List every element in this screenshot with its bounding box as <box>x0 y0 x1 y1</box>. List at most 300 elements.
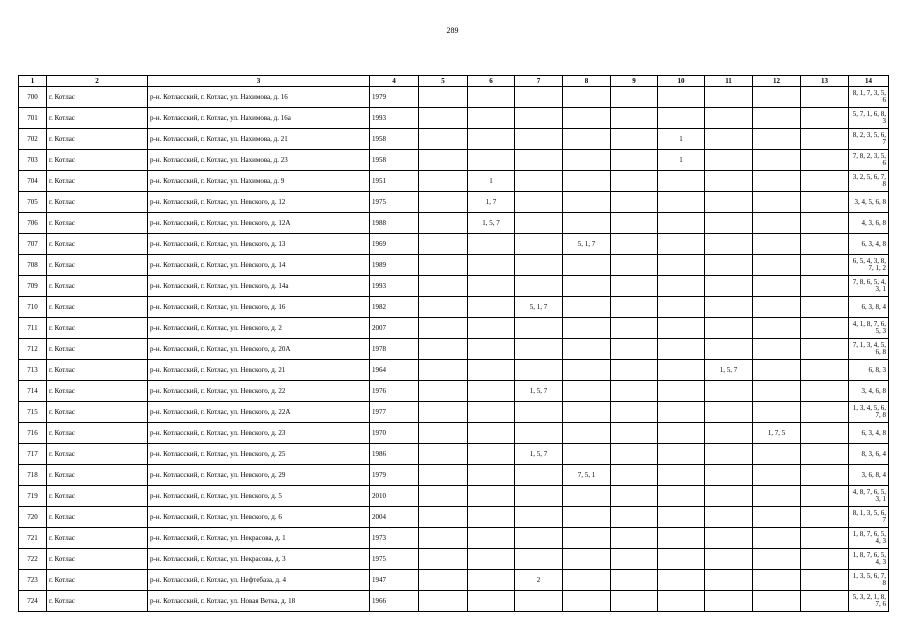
cell-col12 <box>753 108 801 129</box>
table-row <box>19 444 889 465</box>
cell-col9 <box>611 213 658 234</box>
cell-col12 <box>753 570 801 591</box>
cell-col8 <box>563 528 611 549</box>
cell-col14: 5, 3, 2, 1, 8, 7, 6 <box>849 591 889 612</box>
cell-row-number: 702 <box>19 129 47 150</box>
cell-row-city: г. Котлас <box>47 423 148 444</box>
cell-row-year: 1979 <box>370 87 419 108</box>
cell-col10 <box>658 486 705 507</box>
cell-row-year: 1958 <box>370 129 419 150</box>
cell-row-address: р-н. Котласский, г. Котлас, ул. Нахимова, д. 9 <box>148 171 370 192</box>
cell-col12 <box>753 255 801 276</box>
cell-col13 <box>801 192 849 213</box>
cell-col8 <box>563 360 611 381</box>
cell-col14: 8, 2, 3, 5, 6, 7 <box>849 129 889 150</box>
cell-col7 <box>515 318 563 339</box>
cell-col13 <box>801 444 849 465</box>
cell-col7 <box>515 423 563 444</box>
cell-col6 <box>468 339 515 360</box>
cell-row-city: г. Котлас <box>47 381 148 402</box>
table-row <box>19 276 889 297</box>
cell-col13 <box>801 87 849 108</box>
cell-col11 <box>705 297 753 318</box>
cell-col6 <box>468 486 515 507</box>
cell-row-number: 714 <box>19 381 47 402</box>
cell-col11 <box>705 150 753 171</box>
cell-col6 <box>468 276 515 297</box>
column-header-11: 11 <box>705 76 753 87</box>
cell-col14: 1, 3, 4, 5, 6, 7, 8 <box>849 402 889 423</box>
cell-col6 <box>468 297 515 318</box>
table-row <box>19 486 889 507</box>
cell-col6 <box>468 129 515 150</box>
column-header-8: 8 <box>563 76 611 87</box>
cell-col8: 7, 5, 1 <box>563 465 611 486</box>
cell-col5 <box>419 381 468 402</box>
cell-col10 <box>658 507 705 528</box>
cell-col9 <box>611 192 658 213</box>
cell-row-number: 721 <box>19 528 47 549</box>
cell-col12 <box>753 276 801 297</box>
cell-col11 <box>705 528 753 549</box>
table-body <box>19 87 889 612</box>
column-header-7: 7 <box>515 76 563 87</box>
cell-row-address: р-н. Котласский, г. Котлас, ул. Нахимова, д. 21 <box>148 129 370 150</box>
cell-col11 <box>705 591 753 612</box>
registry-table <box>18 75 889 612</box>
table-row <box>19 318 889 339</box>
cell-row-city: г. Котлас <box>47 255 148 276</box>
cell-row-city: г. Котлас <box>47 486 148 507</box>
cell-col13 <box>801 465 849 486</box>
cell-row-number: 717 <box>19 444 47 465</box>
cell-row-year: 1979 <box>370 465 419 486</box>
cell-row-number: 701 <box>19 108 47 129</box>
cell-col9 <box>611 486 658 507</box>
cell-col10 <box>658 402 705 423</box>
cell-row-year: 1970 <box>370 423 419 444</box>
cell-col14: 1, 8, 7, 6, 5, 4, 3 <box>849 528 889 549</box>
cell-row-address: р-н. Котласский, г. Котлас, ул. Нахимова, д. 16 <box>148 87 370 108</box>
cell-row-number: 710 <box>19 297 47 318</box>
cell-col14: 8, 3, 6, 4 <box>849 444 889 465</box>
cell-row-city: г. Котлас <box>47 591 148 612</box>
cell-row-city: г. Котлас <box>47 276 148 297</box>
cell-col11 <box>705 402 753 423</box>
cell-col8 <box>563 87 611 108</box>
cell-col8 <box>563 423 611 444</box>
cell-row-number: 706 <box>19 213 47 234</box>
cell-row-city: г. Котлас <box>47 360 148 381</box>
cell-col13 <box>801 108 849 129</box>
cell-row-city: г. Котлас <box>47 87 148 108</box>
cell-row-city: г. Котлас <box>47 213 148 234</box>
cell-col12 <box>753 213 801 234</box>
cell-row-city: г. Котлас <box>47 549 148 570</box>
column-header-4: 4 <box>370 76 419 87</box>
cell-col5 <box>419 234 468 255</box>
cell-row-year: 1951 <box>370 171 419 192</box>
cell-col7: 1, 5, 7 <box>515 444 563 465</box>
cell-row-number: 719 <box>19 486 47 507</box>
cell-row-number: 707 <box>19 234 47 255</box>
cell-col12 <box>753 360 801 381</box>
cell-row-address: р-н. Котласский, г. Котлас, ул. Невского, д. 5 <box>148 486 370 507</box>
cell-col14: 7, 1, 3, 4, 5, 6, 8 <box>849 339 889 360</box>
cell-col7 <box>515 150 563 171</box>
cell-col13 <box>801 234 849 255</box>
cell-row-number: 715 <box>19 402 47 423</box>
cell-col7 <box>515 192 563 213</box>
cell-row-year: 1966 <box>370 591 419 612</box>
cell-col8 <box>563 108 611 129</box>
cell-col6 <box>468 549 515 570</box>
cell-row-number: 711 <box>19 318 47 339</box>
cell-col5 <box>419 192 468 213</box>
cell-col9 <box>611 318 658 339</box>
cell-col14: 6, 3, 4, 8 <box>849 234 889 255</box>
table-row <box>19 150 889 171</box>
cell-col7: 5, 1, 7 <box>515 297 563 318</box>
cell-col6 <box>468 255 515 276</box>
table-row <box>19 255 889 276</box>
cell-col10 <box>658 276 705 297</box>
cell-col10 <box>658 570 705 591</box>
cell-col14: 1, 8, 7, 6, 5, 4, 3 <box>849 549 889 570</box>
cell-col10 <box>658 360 705 381</box>
cell-col11 <box>705 570 753 591</box>
cell-col9 <box>611 528 658 549</box>
cell-col8 <box>563 276 611 297</box>
cell-col7 <box>515 360 563 381</box>
cell-col9 <box>611 402 658 423</box>
cell-row-address: р-н. Котласский, г. Котлас, ул. Нахимова, д. 16а <box>148 108 370 129</box>
cell-col12 <box>753 192 801 213</box>
cell-col5 <box>419 318 468 339</box>
cell-col7 <box>515 87 563 108</box>
cell-col14: 6, 3, 4, 8 <box>849 423 889 444</box>
cell-col6 <box>468 402 515 423</box>
cell-col8: 5, 1, 7 <box>563 234 611 255</box>
column-header-10: 10 <box>658 76 705 87</box>
cell-col9 <box>611 108 658 129</box>
column-header-9: 9 <box>611 76 658 87</box>
cell-col6 <box>468 465 515 486</box>
cell-col10 <box>658 549 705 570</box>
cell-row-year: 1947 <box>370 570 419 591</box>
cell-col13 <box>801 339 849 360</box>
cell-col7 <box>515 276 563 297</box>
cell-col14: 7, 8, 2, 3, 5, 6 <box>849 150 889 171</box>
cell-col12 <box>753 318 801 339</box>
cell-col13 <box>801 570 849 591</box>
cell-col14: 5, 7, 1, 6, 8, 3 <box>849 108 889 129</box>
page-number: 289 <box>446 26 459 35</box>
cell-col9 <box>611 87 658 108</box>
column-header-14: 14 <box>849 76 889 87</box>
cell-col10 <box>658 318 705 339</box>
cell-col8 <box>563 171 611 192</box>
cell-col7: 1, 5, 7 <box>515 381 563 402</box>
cell-row-address: р-н. Котласский, г. Котлас, ул. Невского, д. 21 <box>148 360 370 381</box>
cell-col5 <box>419 87 468 108</box>
cell-col8 <box>563 339 611 360</box>
table-row <box>19 108 889 129</box>
cell-col14: 6, 8, 3 <box>849 360 889 381</box>
cell-row-city: г. Котлас <box>47 465 148 486</box>
cell-col14: 6, 3, 8, 4 <box>849 297 889 318</box>
cell-row-address: р-н. Котласский, г. Котлас, ул. Невского, д. 6 <box>148 507 370 528</box>
cell-col8 <box>563 318 611 339</box>
column-header-12: 12 <box>753 76 801 87</box>
cell-col9 <box>611 381 658 402</box>
cell-col13 <box>801 591 849 612</box>
cell-row-address: р-н. Котласский, г. Котлас, ул. Невского, д. 25 <box>148 444 370 465</box>
cell-col5 <box>419 465 468 486</box>
column-header-6: 6 <box>468 76 515 87</box>
cell-col9 <box>611 339 658 360</box>
cell-col10 <box>658 528 705 549</box>
cell-col12 <box>753 150 801 171</box>
cell-col14: 3, 4, 5, 6, 8 <box>849 192 889 213</box>
cell-col6 <box>468 570 515 591</box>
cell-col12 <box>753 339 801 360</box>
cell-col9 <box>611 297 658 318</box>
cell-row-number: 724 <box>19 591 47 612</box>
cell-row-year: 1982 <box>370 297 419 318</box>
cell-col7 <box>515 255 563 276</box>
cell-row-city: г. Котлас <box>47 297 148 318</box>
cell-col5 <box>419 171 468 192</box>
cell-col13 <box>801 213 849 234</box>
cell-col13 <box>801 276 849 297</box>
cell-col9 <box>611 549 658 570</box>
cell-col12 <box>753 444 801 465</box>
cell-col13 <box>801 423 849 444</box>
cell-col8 <box>563 213 611 234</box>
cell-col5 <box>419 150 468 171</box>
cell-row-address: р-н. Котласский, г. Котлас, ул. Невского, д. 2 <box>148 318 370 339</box>
cell-row-year: 1989 <box>370 255 419 276</box>
cell-col11 <box>705 213 753 234</box>
cell-col8 <box>563 381 611 402</box>
cell-row-city: г. Котлас <box>47 129 148 150</box>
table-row <box>19 465 889 486</box>
cell-row-address: р-н. Котласский, г. Котлас, ул. Невского, д. 16 <box>148 297 370 318</box>
cell-col5 <box>419 108 468 129</box>
cell-col6 <box>468 318 515 339</box>
cell-col12 <box>753 465 801 486</box>
cell-row-city: г. Котлас <box>47 150 148 171</box>
cell-col6 <box>468 591 515 612</box>
cell-row-address: р-н. Котласский, г. Котлас, ул. Невского, д. 12А <box>148 213 370 234</box>
cell-row-address: р-н. Котласский, г. Котлас, ул. Невского, д. 29 <box>148 465 370 486</box>
cell-col13 <box>801 486 849 507</box>
cell-col7 <box>515 465 563 486</box>
cell-col10 <box>658 465 705 486</box>
cell-col8 <box>563 192 611 213</box>
table-row <box>19 591 889 612</box>
cell-row-year: 1969 <box>370 234 419 255</box>
cell-col11 <box>705 339 753 360</box>
cell-col10 <box>658 192 705 213</box>
cell-row-year: 1977 <box>370 402 419 423</box>
cell-col14: 3, 4, 6, 8 <box>849 381 889 402</box>
cell-col9 <box>611 234 658 255</box>
table-row <box>19 507 889 528</box>
cell-row-address: р-н. Котласский, г. Котлас, ул. Нахимова, д. 23 <box>148 150 370 171</box>
cell-col5 <box>419 360 468 381</box>
cell-col14: 1, 3, 5, 6, 7, 8 <box>849 570 889 591</box>
cell-col11 <box>705 108 753 129</box>
cell-row-year: 1993 <box>370 108 419 129</box>
cell-col8 <box>563 297 611 318</box>
cell-col7 <box>515 108 563 129</box>
table-row <box>19 360 889 381</box>
cell-row-year: 1986 <box>370 444 419 465</box>
cell-col13 <box>801 129 849 150</box>
cell-col5 <box>419 402 468 423</box>
cell-row-address: р-н. Котласский, г. Котлас, ул. Некрасова, д. 3 <box>148 549 370 570</box>
cell-col6: 1 <box>468 171 515 192</box>
cell-row-city: г. Котлас <box>47 507 148 528</box>
cell-row-city: г. Котлас <box>47 108 148 129</box>
cell-row-city: г. Котлас <box>47 339 148 360</box>
cell-col14: 8, 1, 3, 5, 6, 7 <box>849 507 889 528</box>
cell-col10 <box>658 297 705 318</box>
cell-col6 <box>468 360 515 381</box>
cell-col10 <box>658 339 705 360</box>
column-header-5: 5 <box>419 76 468 87</box>
column-header-1: 1 <box>19 76 47 87</box>
cell-col10 <box>658 213 705 234</box>
cell-col13 <box>801 402 849 423</box>
cell-col5 <box>419 549 468 570</box>
cell-col8 <box>563 402 611 423</box>
cell-col12 <box>753 234 801 255</box>
cell-col14: 3, 2, 5, 6, 7, 8 <box>849 171 889 192</box>
cell-col13 <box>801 318 849 339</box>
cell-col12 <box>753 486 801 507</box>
cell-col11 <box>705 507 753 528</box>
cell-row-address: р-н. Котласский, г. Котлас, ул. Невского, д. 14а <box>148 276 370 297</box>
cell-col7 <box>515 129 563 150</box>
cell-col9 <box>611 150 658 171</box>
cell-col14: 4, 8, 7, 6, 5, 3, 1 <box>849 486 889 507</box>
cell-row-address: р-н. Котласский, г. Котлас, ул. Невского, д. 13 <box>148 234 370 255</box>
cell-col5 <box>419 486 468 507</box>
cell-col9 <box>611 570 658 591</box>
cell-row-year: 1958 <box>370 150 419 171</box>
cell-col11 <box>705 255 753 276</box>
cell-col6 <box>468 150 515 171</box>
cell-col5 <box>419 423 468 444</box>
cell-col12 <box>753 171 801 192</box>
cell-col11 <box>705 549 753 570</box>
table-row <box>19 381 889 402</box>
cell-col8 <box>563 549 611 570</box>
cell-col7 <box>515 528 563 549</box>
cell-col11 <box>705 381 753 402</box>
table-row <box>19 192 889 213</box>
cell-col8 <box>563 591 611 612</box>
cell-row-year: 1978 <box>370 339 419 360</box>
cell-col11 <box>705 318 753 339</box>
cell-row-address: р-н. Котласский, г. Котлас, ул. Невского, д. 14 <box>148 255 370 276</box>
cell-col13 <box>801 507 849 528</box>
cell-col5 <box>419 507 468 528</box>
cell-col11 <box>705 171 753 192</box>
cell-row-city: г. Котлас <box>47 444 148 465</box>
table-row <box>19 570 889 591</box>
cell-row-number: 723 <box>19 570 47 591</box>
cell-col8 <box>563 570 611 591</box>
cell-row-city: г. Котлас <box>47 528 148 549</box>
cell-col10 <box>658 234 705 255</box>
cell-col13 <box>801 549 849 570</box>
cell-row-year: 1976 <box>370 381 419 402</box>
cell-col13 <box>801 381 849 402</box>
table-header-row <box>19 76 889 87</box>
cell-col9 <box>611 255 658 276</box>
cell-col11 <box>705 486 753 507</box>
cell-row-city: г. Котлас <box>47 171 148 192</box>
cell-col7 <box>515 591 563 612</box>
cell-col14: 8, 1, 7, 3, 5, 6 <box>849 87 889 108</box>
cell-row-address: р-н. Котласский, г. Котлас, ул. Невского, д. 20А <box>148 339 370 360</box>
cell-col14: 6, 5, 4, 3, 8, 7, 1, 2 <box>849 255 889 276</box>
cell-col11 <box>705 423 753 444</box>
cell-row-year: 1993 <box>370 276 419 297</box>
cell-row-address: р-н. Котласский, г. Котлас, ул. Новая Ветка, д. 18 <box>148 591 370 612</box>
cell-col6 <box>468 381 515 402</box>
cell-col10 <box>658 171 705 192</box>
cell-col11 <box>705 276 753 297</box>
cell-col6 <box>468 423 515 444</box>
table-row <box>19 213 889 234</box>
cell-col7 <box>515 171 563 192</box>
cell-row-city: г. Котлас <box>47 234 148 255</box>
cell-col8 <box>563 129 611 150</box>
cell-row-year: 1975 <box>370 192 419 213</box>
cell-col5 <box>419 276 468 297</box>
cell-row-number: 713 <box>19 360 47 381</box>
cell-row-number: 718 <box>19 465 47 486</box>
cell-row-number: 716 <box>19 423 47 444</box>
cell-col8 <box>563 150 611 171</box>
cell-col14: 7, 8, 6, 5, 4, 3, 1 <box>849 276 889 297</box>
cell-row-number: 705 <box>19 192 47 213</box>
cell-col12: 1, 7, 5 <box>753 423 801 444</box>
cell-col12 <box>753 507 801 528</box>
table-row <box>19 234 889 255</box>
column-header-2: 2 <box>47 76 148 87</box>
table-row <box>19 528 889 549</box>
cell-col7 <box>515 234 563 255</box>
cell-col9 <box>611 444 658 465</box>
cell-row-number: 722 <box>19 549 47 570</box>
cell-col7: 2 <box>515 570 563 591</box>
cell-col9 <box>611 171 658 192</box>
cell-col5 <box>419 570 468 591</box>
cell-col10: 1 <box>658 150 705 171</box>
cell-col5 <box>419 591 468 612</box>
cell-row-year: 2010 <box>370 486 419 507</box>
cell-row-city: г. Котлас <box>47 402 148 423</box>
cell-row-year: 1975 <box>370 549 419 570</box>
cell-col5 <box>419 339 468 360</box>
cell-col8 <box>563 255 611 276</box>
